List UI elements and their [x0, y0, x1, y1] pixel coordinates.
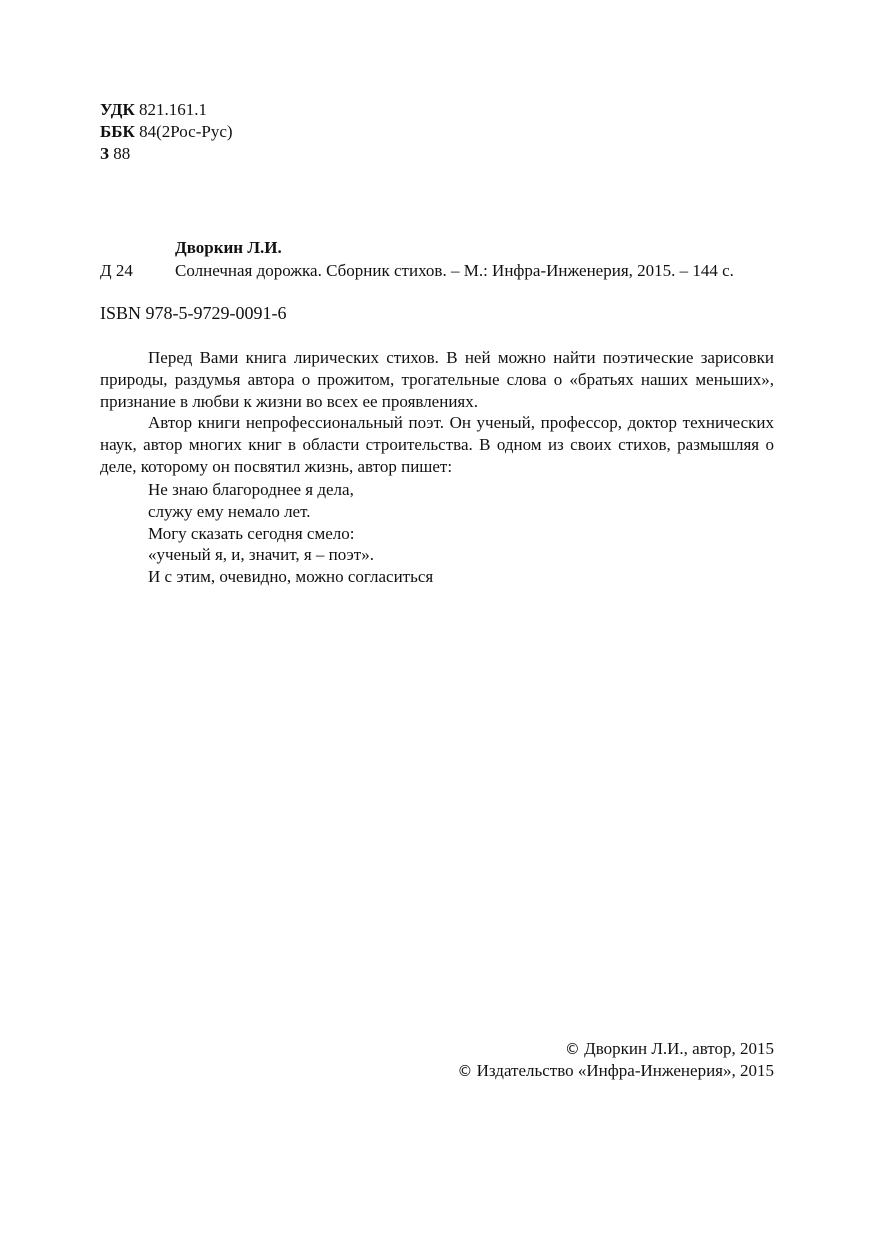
annotation-paragraph-2: Автор книги непрофессиональный поэт. Он ученый, профессор, доктор технических наук, автор многих книг в области строительства. В одном из своих стихов, размышляя о деле, которому он посвятил жизнь, автор пишет:	[100, 413, 774, 476]
author-mark-row	[100, 143, 233, 165]
record-author: Дворкин Л.И.	[175, 238, 282, 257]
copyright-icon: ©	[457, 1062, 473, 1080]
classification-block	[100, 99, 233, 165]
bbk-row	[100, 121, 233, 143]
udk-row	[100, 99, 233, 121]
copyright-block	[457, 1038, 774, 1082]
isbn: ISBN 978-5-9729-0091-6	[100, 303, 287, 323]
copyright-publisher-text: Издательство «Инфра-Инженерия», 2015	[476, 1061, 774, 1080]
copyright-author	[457, 1038, 774, 1060]
verse-line: Могу сказать сегодня смело:	[148, 523, 355, 543]
author-mark-label: З	[100, 144, 109, 163]
annotation-paragraph-1: Перед Вами книга лирических стихов. В ней можно найти поэтические зарисовки природы, раздумья автора о прожитом, трогательные слова о «братьях наших меньших», признание в любви к жизни во всех ее проявлениях.	[100, 348, 774, 411]
bbk-label: ББК	[100, 122, 135, 141]
copyright-icon: ©	[564, 1040, 580, 1058]
annotation	[100, 347, 774, 478]
verse-line: «ученый я, и, значит, я – поэт».	[148, 545, 374, 565]
bbk-value: 84(2Рос-Рус)	[139, 122, 233, 141]
record-title-line: Солнечная дорожка. Сборник стихов. – М.: Инфра-Инженерия, 2015. – 144 с.	[175, 261, 734, 280]
verse-quote	[148, 479, 433, 588]
verse-line: И с этим, очевидно, можно согласиться	[148, 567, 434, 587]
author-mark-value: 88	[113, 144, 131, 163]
copyright-author-text: Дворкин Л.И., автор, 2015	[584, 1039, 774, 1058]
verse-line: служу ему немало лет.	[148, 501, 311, 521]
udk-label: УДК	[100, 100, 135, 119]
copyright-publisher	[457, 1060, 774, 1082]
record-author-code: Д 24	[100, 261, 133, 280]
udk-value: 821.161.1	[139, 100, 208, 119]
verse-line: Не знаю благороднее я дела,	[148, 480, 354, 499]
